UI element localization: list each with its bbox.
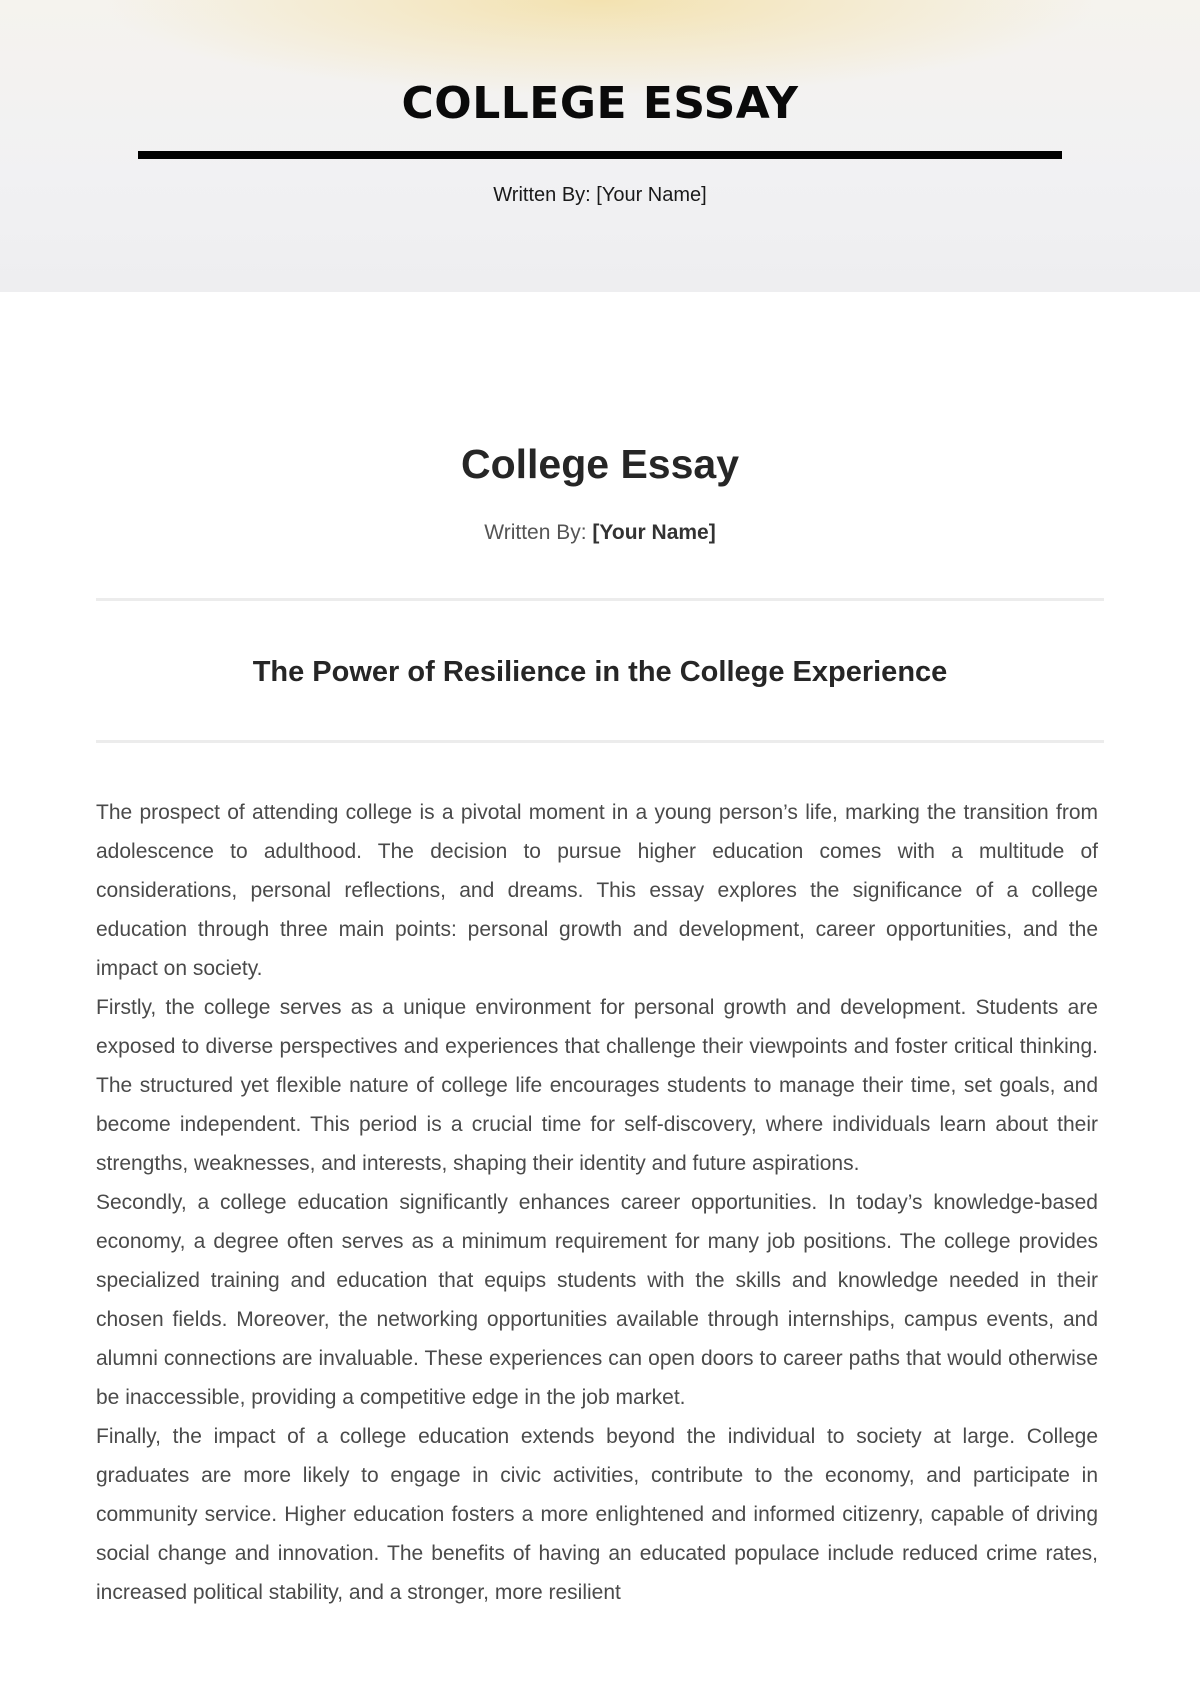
- banner-author-line: Written By: [Your Name]: [493, 184, 707, 206]
- document-title: College Essay: [460, 441, 740, 487]
- top-divider: [96, 598, 1104, 601]
- banner-divider: [138, 151, 1062, 159]
- banner-title: COLLEGE ESSAY: [401, 78, 799, 129]
- bottom-divider: [96, 740, 1104, 743]
- essay-paragraph: The prospect of attending college is a pivotal moment in a young person’s life, marking the transition from adolescence to adulthood. The decision to pursue higher education comes with a multitude of considerations, personal reflections, and dreams. This essay explores the significance of a college education through three main points: personal growth and development, career opportunities, and the impact on society.: [96, 801, 1098, 980]
- essay-title: The Power of Resilience in the College Experience: [252, 656, 948, 688]
- author-prefix: Written By:: [484, 521, 587, 544]
- document-author-line: [0, 521, 1200, 545]
- essay-body: [96, 793, 1098, 1612]
- essay-paragraph: Firstly, the college serves as a unique environment for personal growth and development. Students are exposed to diverse perspectives and experiences that challenge their viewpoints and foster critical thinking. The structured yet flexible nature of college life encourages students to manage their time, set goals, and become independent. This period is a crucial time for self-discovery, where individuals learn about their strengths, weaknesses, and interests, shaping their identity and future aspirations.: [96, 996, 1098, 1175]
- author-name: [Your Name]: [592, 521, 716, 544]
- essay-paragraph: Finally, the impact of a college education extends beyond the individual to society at large. College graduates are more likely to engage in civic activities, contribute to the economy, and participate in community service. Higher education fosters a more enlightened and informed citizenry, capable of driving social change and innovation. The benefits of having an educated populace include reduced crime rates, increased political stability, and a stronger, more resilient: [96, 1425, 1098, 1604]
- header-banner: [0, 0, 1200, 292]
- essay-paragraph: Secondly, a college education significantly enhances career opportunities. In today’s knowledge-based economy, a degree often serves as a minimum requirement for many job positions. The college provides specialized training and education that equips students with the skills and knowledge needed in their chosen fields. Moreover, the networking opportunities available through internships, campus events, and alumni connections are invaluable. These experiences can open doors to career paths that would otherwise be inaccessible, providing a competitive edge in the job market.: [96, 1191, 1098, 1409]
